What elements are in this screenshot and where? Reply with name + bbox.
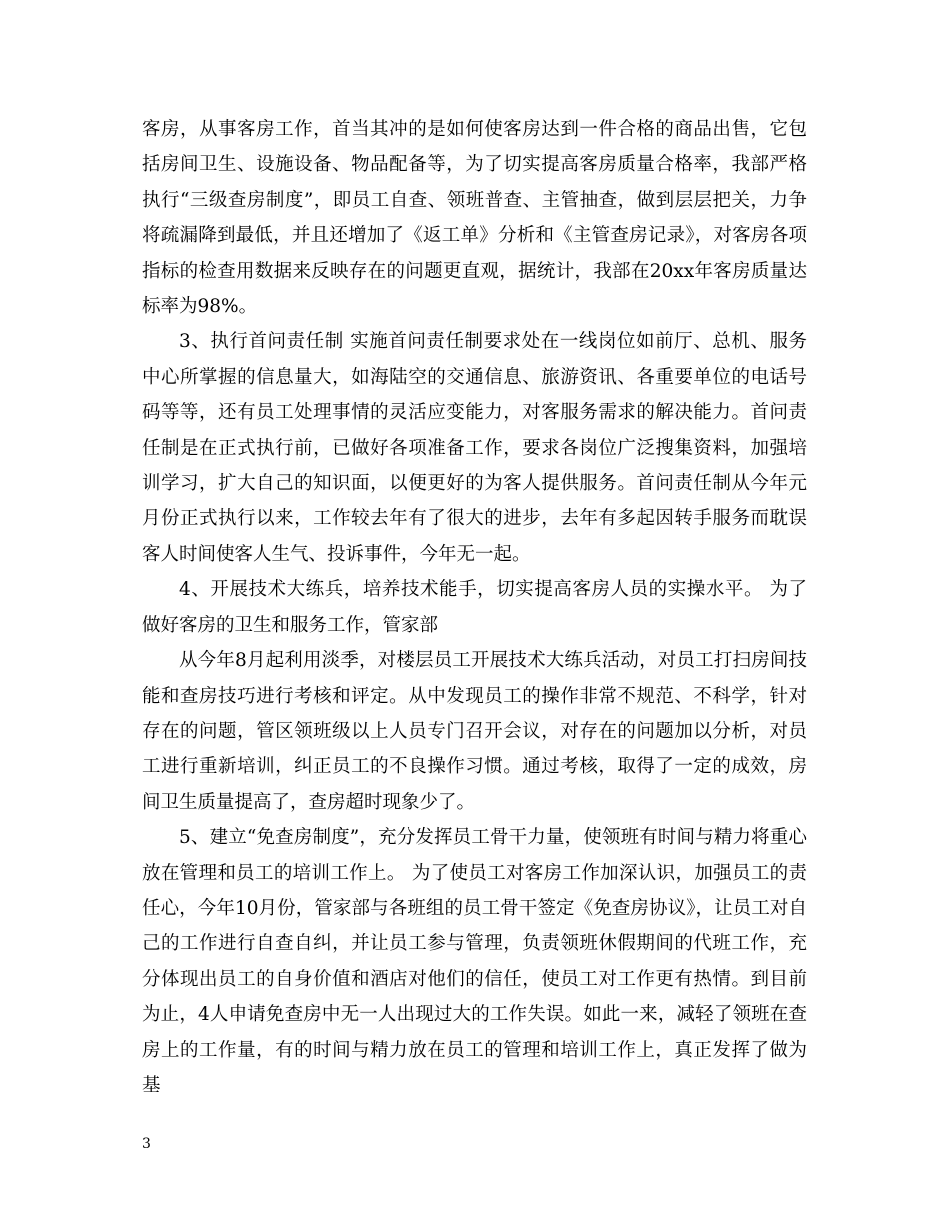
paragraph-skills-training: 4、开展技术大练兵，培养技术能手，切实提高客房人员的实操水平。 为了做好客房的卫生和服务工作，管家部 bbox=[142, 579, 807, 636]
paragraph-first-inquiry-responsibility: 3、执行首问责任制 实施首问责任制要求处在一线岗位如前厅、总机、服务中心所掌握的信息量大，如海陆空的交通信息、旅游资讯、各重要单位的电话号码等等，还有员工处理事情的灵活应变能力，对客服务需求的解决能力。首问责任制是在正式执行前，已做好各项准备工作，要求各岗位广泛搜集资料，加强培训学习，扩大自己的知识面，以便更好的为客人提供服务。首问责任制从今年元月份正式执行以来，工作较去年有了很大的进步，去年有多起因转手服务而耽误客人时间使客人生气、投诉事件，今年无一起。 bbox=[142, 331, 807, 565]
document-body bbox=[142, 112, 807, 1103]
paragraph-room-quality: 客房，从事客房工作，首当其冲的是如何使客房达到一件合格的商品出售，它包括房间卫生、设施设备、物品配备等，为了切实提高客房质量合格率，我部严格执行“三级查房制度”，即员工自查、领班普查、主管抽查，做到层层把关，力争将疏漏降到最低，并且还增加了《返工单》分析和《主管查房记录》，对客房各项指标的检查用数据来反映存在的问题更直观，据统计，我部在20xx年客房质量达标率为98%。 bbox=[142, 119, 807, 318]
page-number: 3 bbox=[142, 1136, 151, 1152]
paragraph-training-results: 从今年8月起利用淡季，对楼层员工开展技术大练兵活动，对员工打扫房间技能和查房技巧进行考核和评定。从中发现员工的操作非常不规范、不科学，针对存在的问题，管区领班级以上人员专门召开会议，对存在的问题加以分析，对员工进行重新培训，纠正员工的不良操作习惯。通过考核，取得了一定的成效，房间卫生质量提高了，查房超时现象少了。 bbox=[142, 650, 807, 813]
paragraph-inspection-exemption: 5、建立“免查房制度”，充分发挥员工骨干力量，使领班有时间与精力将重心放在管理和员工的培训工作上。 为了使员工对客房工作加深认识，加强员工的责任心，今年10月份，管家部与各班组的员工骨干签定《免查房协议》，让员工对自己的工作进行自查自纠，并让员工参与管理，负责领班休假期间的代班工作，充分体现出员工的自身价值和酒店对他们的信任，使员工对工作更有热情。到目前为止，4人申请免查房中无一人出现过大的工作失误。如此一来，减轻了领班在查房上的工作量，有的时间与精力放在员工的管理和培训工作上，真正发挥了做为基 bbox=[142, 827, 807, 1096]
